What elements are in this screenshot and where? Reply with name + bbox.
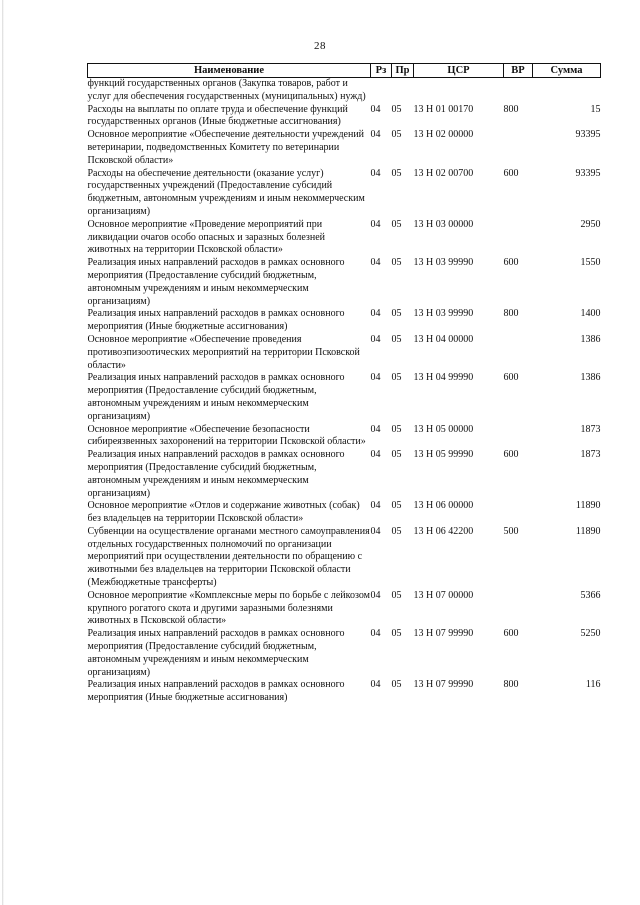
header-csr: ЦСР [414,64,504,78]
cell-csr: 13 Н 05 00000 [413,423,474,435]
cell-name: Основное мероприятие «Комплексные меры по борьбе с лейкозом крупного рогатого скота и другими заразными болезнями животных в Псковской области» [87,589,370,627]
cell-csr: 13 Н 07 00000 [413,589,474,601]
cell-pr: 05 [391,333,402,345]
page-number: 28 [314,40,326,52]
cell-pr: 05 [391,103,402,115]
table-row [88,168,601,219]
cell-sum: 11890 [575,525,601,537]
cell-rz: 04 [370,679,381,691]
table-row [88,219,601,257]
cell-pr: 05 [391,449,402,461]
cell-vr: 600 [503,372,519,384]
cell-rz [371,78,392,104]
cell-pr: 05 [391,500,402,512]
cell-pr: 05 [391,257,402,269]
cell-csr: 13 Н 04 99990 [413,372,474,384]
cell-vr [504,334,533,372]
cell-csr: 13 Н 03 99990 [413,308,474,320]
cell-vr: 800 [503,679,519,691]
cell-csr: 13 Н 02 00000 [413,129,474,141]
cell-name: Основное мероприятие «Обеспечение проведения противоэпизоотических мероприятий на территории Псковской области» [87,333,360,371]
cell-sum: 93395 [575,129,601,141]
cell-rz: 04 [370,103,381,115]
cell-name: Реализация иных направлений расходов в рамках основного мероприятия (Иные бюджетные ассигнования) [87,308,345,333]
cell-name: Основное мероприятие «Обеспечение безопасности сибиреязвенных захоронений на территории Псковской области» [87,423,366,448]
cell-pr: 05 [391,308,402,320]
table-row [88,449,601,500]
cell-rz: 04 [370,449,381,461]
cell-pr: 05 [391,589,402,601]
cell-pr: 05 [391,218,402,230]
cell-pr: 05 [391,372,402,384]
cell-name: Реализация иных направлений расходов в рамках основного мероприятия (Предоставление субсидий бюджетным, автономным учреждениям и иным некоммерческим организациям) [87,628,345,678]
cell-name: Субвенции на осуществление органами местного самоуправления отдельных государственных полномочий по организации мероприятий при осуществлении деятельности по обращению с животными без владельцев на территории Псковской области (Межбюджетные трансферты) [87,525,370,589]
header-pr: Пр [392,64,414,78]
cell-rz: 04 [370,500,381,512]
cell-name: Расходы на обеспечение деятельности (оказание услуг) государственных учреждений (Предоставление субсидий бюджетным, автономным учреждениям и иным некоммерческим организациям) [87,167,365,217]
cell-sum: 1550 [580,257,601,269]
cell-sum: 1400 [580,308,601,320]
table-row [88,129,601,167]
cell-name: Расходы на выплаты по оплате труда и обеспечение функций государственных органов (Иные бюджетные ассигнования) [87,103,348,128]
cell-vr [504,590,533,628]
header-rz: Рз [371,64,392,78]
cell-sum: 93395 [575,167,601,179]
cell-rz: 04 [370,308,381,320]
cell-sum: 11890 [575,500,601,512]
cell-sum: 1873 [580,423,601,435]
cell-pr: 05 [391,423,402,435]
cell-csr: 13 Н 07 99990 [413,628,474,640]
cell-vr: 800 [503,308,519,320]
cell-vr: 600 [503,167,519,179]
cell-pr: 05 [391,679,402,691]
table-row [88,308,601,334]
cell-name: Основное мероприятие «Отлов и содержание животных (собак) без владельцев на территории Псковской области» [87,500,360,525]
header-name: Наименование [88,64,371,78]
cell-name: Основное мероприятие «Проведение мероприятий при ликвидации очагов особо опасных и заразных болезней животных на территории Псковской области» [87,218,326,256]
cell-csr: 13 Н 05 99990 [413,449,474,461]
table-row [88,628,601,679]
cell-rz: 04 [370,257,381,269]
cell-sum: 5366 [580,589,601,601]
cell-name: Реализация иных направлений расходов в рамках основного мероприятия (Иные бюджетные ассигнования) [87,679,345,704]
cell-vr: 600 [503,628,519,640]
cell-vr: 500 [503,525,519,537]
cell-rz: 04 [370,589,381,601]
table-body [88,78,601,706]
scan-edge-shadow [2,0,4,905]
cell-csr: 13 Н 03 00000 [413,218,474,230]
cell-pr: 05 [391,129,402,141]
cell-pr: 05 [391,525,402,537]
header-sum: Сумма [533,64,601,78]
header-vr: ВР [504,64,533,78]
table-row [88,500,601,526]
cell-rz: 04 [370,423,381,435]
cell-pr: 05 [391,167,402,179]
cell-rz: 04 [370,628,381,640]
cell-name: Реализация иных направлений расходов в рамках основного мероприятия (Предоставление субсидий бюджетным, автономным учреждениям и иным некоммерческим организациям) [87,257,345,307]
cell-csr: 13 Н 01 00170 [413,103,474,115]
table-row [88,424,601,450]
cell-sum: 5250 [580,628,601,640]
cell-vr: 600 [503,257,519,269]
cell-rz: 04 [370,218,381,230]
table-row [88,679,601,705]
cell-pr [392,78,414,104]
table-row [88,526,601,590]
cell-rz: 04 [370,129,381,141]
budget-table [87,63,601,705]
header-row [88,64,601,78]
cell-csr: 13 Н 07 99990 [413,679,474,691]
table-row [88,257,601,308]
cell-vr [504,219,533,257]
cell-name: Реализация иных направлений расходов в рамках основного мероприятия (Предоставление субсидий бюджетным, автономным учреждениям и иным некоммерческим организациям) [87,372,345,422]
cell-rz: 04 [370,525,381,537]
table-row [88,372,601,423]
cell-csr: 13 Н 04 00000 [413,333,474,345]
cell-name: Реализация иных направлений расходов в рамках основного мероприятия (Предоставление субсидий бюджетным, автономным учреждениям и иным некоммерческим организациям) [87,449,345,499]
cell-csr: 13 Н 06 00000 [413,500,474,512]
table-row [88,334,601,372]
cell-sum: 1873 [580,449,601,461]
cell-csr: 13 Н 02 00700 [413,167,474,179]
cell-csr: 13 Н 03 99990 [413,257,474,269]
cell-csr [414,78,504,104]
cell-sum: 1386 [580,333,601,345]
cell-vr [504,129,533,167]
cell-vr: 600 [503,449,519,461]
cell-rz: 04 [370,333,381,345]
cell-sum: 2950 [580,218,601,230]
cell-vr [504,424,533,450]
cell-name: Основное мероприятие «Обеспечение деятельности учреждений ветеринарии, подведомственных Комитету по ветеринарии Псковской области» [87,129,365,166]
cell-vr: 800 [503,103,519,115]
table-row [88,104,601,130]
cell-sum [533,78,601,104]
cell-csr: 13 Н 06 42200 [413,525,474,537]
cell-sum: 15 [590,103,601,115]
cell-sum: 116 [585,679,601,691]
table-row [88,78,601,104]
table-header [88,64,601,78]
cell-name: функций государственных органов (Закупка товаров, работ и услуг для обеспечения государственных (муниципальных) нужд) [87,78,366,102]
cell-rz: 04 [370,167,381,179]
cell-rz: 04 [370,372,381,384]
cell-vr [504,500,533,526]
cell-pr: 05 [391,628,402,640]
cell-sum: 1386 [580,372,601,384]
cell-vr [504,78,533,104]
table-row [88,590,601,628]
